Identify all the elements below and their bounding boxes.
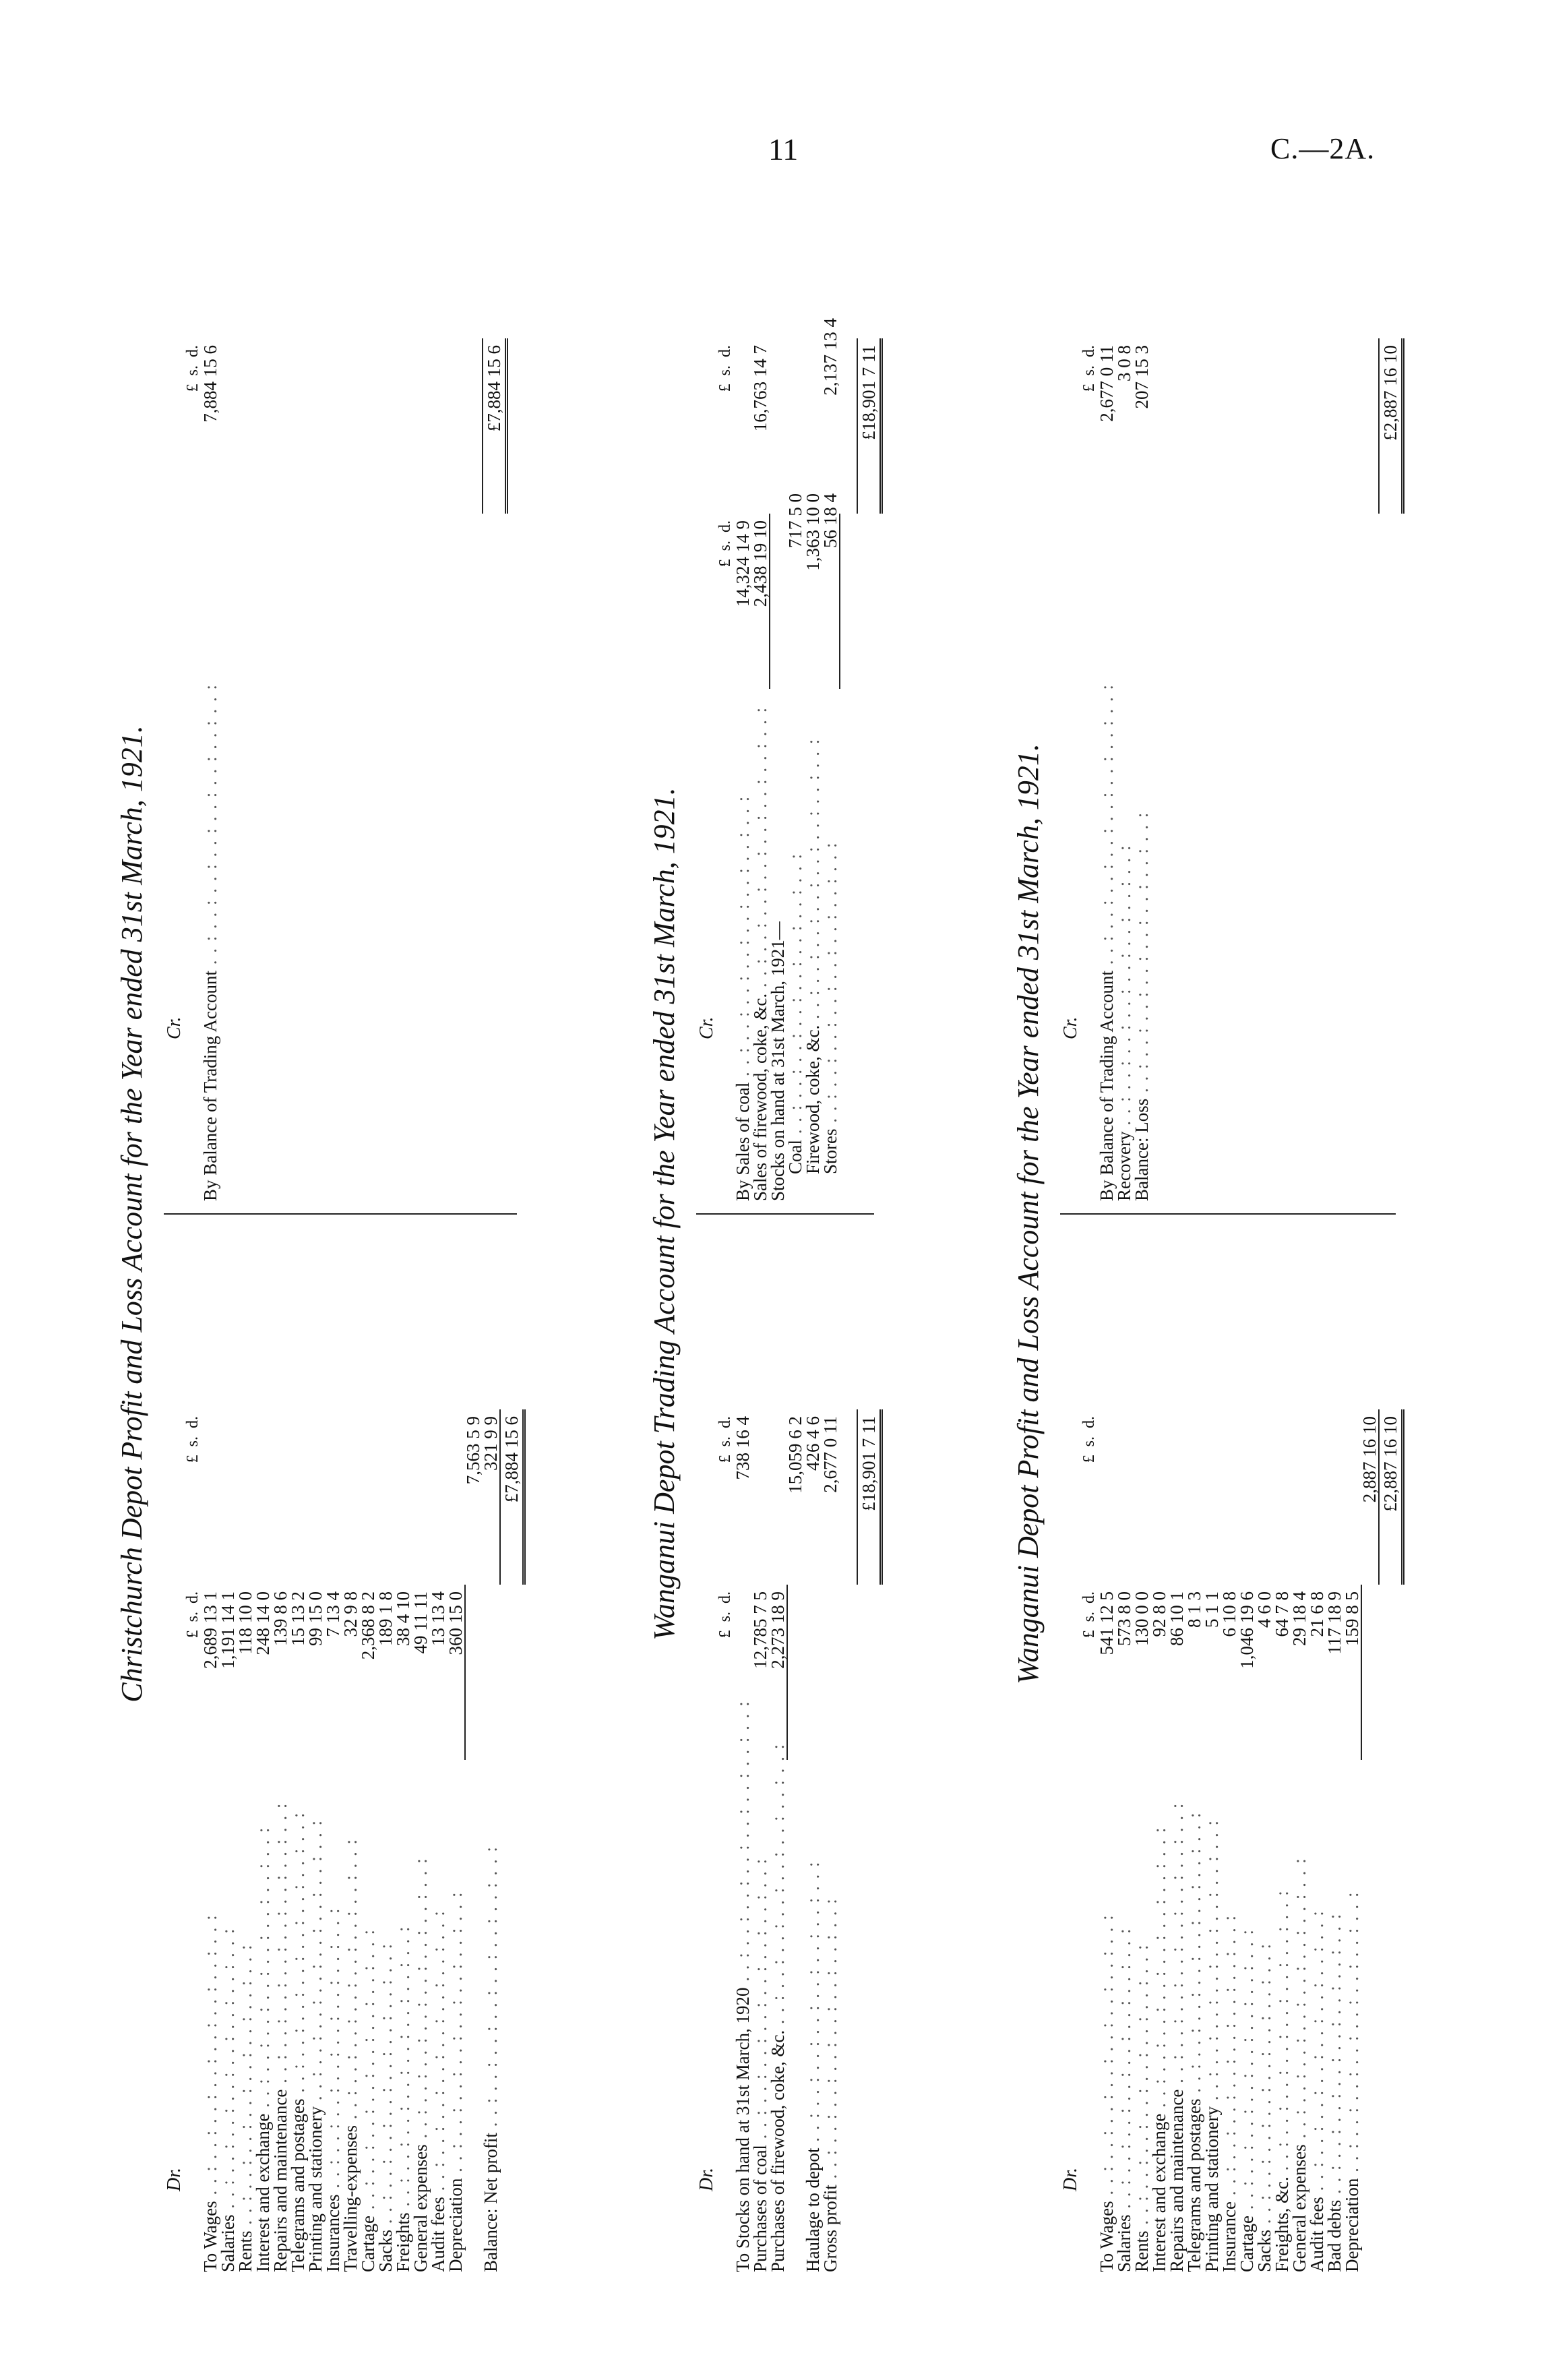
item-label: Insurances . . : . . : . . : . . : . . : . . : . . : . . :: [324, 1787, 342, 2272]
total-row: £2,887 16 10: [1378, 156, 1396, 1201]
item-amount: 32 9 8: [340, 1591, 361, 1637]
item-amount: 4 6 0: [1254, 1591, 1274, 1628]
item-amount: 38 4 10: [393, 1591, 413, 1646]
item-label: Telegrams and postages . . : . . : . . : . . : . . : . . : . . : . . :: [1185, 1787, 1203, 2272]
debit-items: [1098, 1215, 1361, 2272]
item-amount: 1,191 14 1: [218, 1591, 238, 1669]
debit-item: [202, 1215, 219, 2272]
cr-label: Cr.: [696, 1016, 717, 1039]
credit-side: Cr. £ s. d. By Balance of Trading Account . . : . . : . . : . . : . . : . . : . . : . . : 7,884 15 6 £7,884 15 6: [164, 156, 517, 1213]
debit-item: [1185, 1215, 1203, 2272]
item-label: Sacks . . : . . : . . : . . : . . : . . : . . : . . :: [1256, 1787, 1273, 2272]
item-label: Bad debts . . : . . : . . : . . : . . : . . : . . : . . :: [1326, 1787, 1343, 2272]
debit-item: [219, 1215, 237, 2272]
credit-side: Cr. £ s. d. £ s. d. By Sales of coal . . : . . : . . : . . : . . : . . : . . : . . : 14,324 14 9 Sales of firewood, coke, &c. . . : . . : . . : . . : . . : . . : . . : . . : 2,438 19 10 16,763 14 7 Stocks on hand at 31st March, 1921— Coal . . : . . : . . : . . : . . : . . : . . : . . : 717 5 0 Firewood, coke, &c. . . : . . : . . : . . : . . : . . : . . : . . : 1,363 10 0 Stores . . : . . : . . : . . : . . : . . : . . : . . : 56 18 4 2,137 13 4 £18,901 7 11: [696, 156, 874, 1213]
item-amount: 117 18 9: [1324, 1591, 1345, 1655]
item-label: To Wages . . : . . : . . : . . : . . : . . : . . : . . :: [1098, 1787, 1115, 2272]
debit-item: [254, 1215, 272, 2272]
debit-item: Haulage to depot . . : . . : . . : . . : . . : . . : . . : . . : 426 4 6: [804, 1215, 822, 2272]
debit-item: [1133, 1215, 1150, 2272]
debit-item: [447, 1215, 464, 2272]
credit-item: Coal . . : . . : . . : . . : . . : . . : . . : . . : 717 5 0: [786, 156, 804, 1201]
item-label: Depreciation . . : . . : . . : . . : . . : . . : . . : . . :: [1343, 1787, 1361, 2272]
debit-item: Gross profit . . : . . : . . : . . : . . : . . : . . : . . : 2,677 0 11: [822, 1215, 839, 2272]
debit-side: Dr. £ s. d. £ s. d. To Stocks on hand at 31st March, 1920 . . : . . : . . : . . : . . : . . : . . : . . : 738 16 4 Purchases of coal . . : . . : . . : . . : . . : . . : . . : . . : 12,785 7 5 Purchases of firewood, coke, &c. . . : . . : . . : . . : . . : . . : . . : . . : 2,273 18 9 15,059 6 2 Haulage to depot . . : . . : . . : . . : . . : . . : . . : . . : 426 4 6 Gross profit . . : . . : . . : . . : . . : . . : . . : . . : 2,677 0 11 £18,901 7 11: [696, 1213, 874, 2272]
item-label: Rents . . : . . : . . : . . : . . : . . : . . : . . :: [1133, 1787, 1150, 2272]
item-label: Freights . . : . . : . . : . . : . . : . . : . . : . . :: [394, 1787, 412, 2272]
christchurch-profit-loss-account: [115, 156, 522, 2272]
item-label: Sacks . . : . . : . . : . . : . . : . . : . . : . . :: [377, 1787, 394, 2272]
item-label: Audit fees . . : . . : . . : . . : . . : . . : . . : . . :: [429, 1787, 447, 2272]
item-label: Printing and stationery . . : . . : . . : . . : . . : . . : . . : . . :: [307, 1787, 324, 2272]
item-amount: 86 10 1: [1167, 1591, 1187, 1646]
total-row: £7,884 15 6: [499, 1215, 517, 2272]
item-label: General expenses . . : . . : . . : . . : . . : . . : . . : . . :: [1291, 1787, 1308, 2272]
total-row: £18,901 7 11: [857, 1215, 874, 2272]
debit-item: [1256, 1215, 1273, 2272]
item-label: Repairs and maintenance . . : . . : . . : . . : . . : . . : . . : . . :: [1168, 1787, 1185, 2272]
debit-item: [342, 1215, 359, 2272]
item-amount: 541 12 5: [1097, 1591, 1117, 1655]
item-amount: 6 10 8: [1219, 1591, 1239, 1637]
item-label: Audit fees . . : . . : . . : . . : . . : . . : . . : . . :: [1308, 1787, 1326, 2272]
dr-label: Dr.: [696, 2167, 717, 2191]
item-amount: 2,368 8 2: [358, 1591, 378, 1660]
credit-side: Cr. £ s. d. By Balance of Trading Account . . : . . : . . : . . : . . : . . : . . : . . : 2,677 0 11 Recovery . . : . . : . . : . . : . . : . . : . . : . . : 3 0 8 Balance: Loss . . : . . : . . : . . : . . : . . : . . : . . : 207 15 3 £2,887 16 10: [1060, 156, 1396, 1213]
debit-item: Purchases of coal . . : . . : . . : . . : . . : . . : . . : . . : 12,785 7 5: [751, 1215, 769, 2272]
item-label: General expenses . . : . . : . . : . . : . . : . . : . . : . . :: [412, 1787, 429, 2272]
item-amount: 99 15 0: [305, 1591, 326, 1646]
item-label: Telegrams and postages . . : . . : . . : . . : . . : . . : . . : . . :: [289, 1787, 307, 2272]
item-label: Interest and exchange . . : . . : . . : . . : . . : . . : . . : . . :: [254, 1787, 272, 2272]
item-amount: 7 13 4: [323, 1591, 343, 1637]
debit-item: [1168, 1215, 1185, 2272]
total-row: £18,901 7 11: [857, 156, 874, 1201]
item-amount: 29 18 4: [1289, 1591, 1309, 1646]
item-amount: 118 10 0: [235, 1591, 255, 1655]
item-label: Insurance . . : . . : . . : . . : . . : . . : . . : . . :: [1221, 1787, 1238, 2272]
debit-item: [237, 1215, 254, 2272]
item-amount: 130 0 0: [1132, 1591, 1152, 1646]
debit-item: [359, 1215, 377, 2272]
debit-items: [202, 1215, 464, 2272]
item-label: Salaries . . : . . : . . : . . : . . : . . : . . : . . :: [219, 1787, 237, 2272]
item-label: To Wages . . : . . : . . : . . : . . : . . : . . : . . :: [202, 1787, 219, 2272]
subtotal-row: 2,887 16 10: [1361, 1215, 1378, 2272]
item-amount: 139 8 6: [270, 1591, 290, 1646]
credit-item: By Balance of Trading Account . . : . . : . . : . . : . . : . . : . . : . . : 2,677 0 11: [1098, 156, 1115, 1201]
credit-item: Stores . . : . . : . . : . . : . . : . . : . . : . . : 56 18 4 2,137 13 4: [822, 156, 839, 1201]
debit-item: [1150, 1215, 1168, 2272]
money-header: £ s. d. £ s. d.: [184, 1416, 202, 1639]
debit-item: [394, 1215, 412, 2272]
debit-item: [1203, 1215, 1221, 2272]
debit-item: [1238, 1215, 1256, 2272]
item-label: Interest and exchange . . : . . : . . : . . : . . : . . : . . : . . :: [1150, 1787, 1168, 2272]
item-label: Salaries . . : . . : . . : . . : . . : . . : . . : . . :: [1115, 1787, 1133, 2272]
credit-item: Balance: Loss . . : . . : . . : . . : . . : . . : . . : . . : 207 15 3: [1133, 156, 1150, 1201]
subtotal-row: 7,563 5 9: [464, 1215, 482, 2272]
cr-label: Cr.: [1060, 1016, 1081, 1039]
account-title: Wanganui Depot Trading Account for the Year ended 31st March, 1921.: [648, 787, 681, 1641]
credit-item: Recovery . . : . . : . . : . . : . . : . . : . . : . . : 3 0 8: [1115, 156, 1133, 1201]
cr-label: Cr.: [164, 1016, 185, 1039]
item-amount: 2,689 13 1: [200, 1591, 220, 1669]
item-label: Depreciation . . : . . : . . : . . : . . : . . : . . : . . :: [447, 1787, 464, 2272]
item-amount: 64 7 8: [1272, 1591, 1292, 1637]
item-amount: 1,046 19 6: [1237, 1591, 1257, 1669]
wanganui-trading-account: [647, 156, 879, 2272]
debit-item: [1098, 1215, 1115, 2272]
debit-item: [429, 1215, 447, 2272]
debit-item: [1115, 1215, 1133, 2272]
debit-item: [324, 1215, 342, 2272]
item-amount: 8 1 3: [1184, 1591, 1204, 1628]
stock-heading: Stocks on hand at 31st March, 1921—: [769, 156, 786, 1201]
wanganui-profit-loss-account: [1011, 156, 1400, 2272]
item-amount: 49 11 11: [410, 1591, 431, 1654]
debit-item: To Stocks on hand at 31st March, 1920 . . : . . : . . : . . : . . : . . : . . : . . : 738 16 4: [734, 1215, 751, 2272]
account-title: Christchurch Depot Profit and Loss Account for the Year ended 31st March, 1921.: [115, 725, 148, 1703]
debit-item: [1291, 1215, 1308, 2272]
item-amount: 5 1 1: [1202, 1591, 1222, 1628]
item-amount: 248 14 0: [253, 1591, 273, 1655]
credit-item: By Sales of coal . . : . . : . . : . . : . . : . . : . . : . . : 14,324 14 9: [734, 156, 751, 1201]
item-label: Printing and stationery . . : . . : . . : . . : . . : . . : . . : . . :: [1203, 1787, 1221, 2272]
debit-item: [1308, 1215, 1326, 2272]
page-reference: C.—2A.: [1270, 132, 1376, 165]
item-amount: 189 1 8: [375, 1591, 396, 1646]
total-row: £7,884 15 6: [482, 156, 499, 1201]
debit-side: [164, 1213, 522, 2272]
item-label: Cartage . . : . . : . . : . . : . . : . . : . . : . . :: [359, 1787, 377, 2272]
item-label: Rents . . : . . : . . : . . : . . : . . : . . : . . :: [237, 1787, 254, 2272]
debit-item: [377, 1215, 394, 2272]
subtotal-row: 15,059 6 2: [786, 1215, 804, 2272]
debit-item: [1221, 1215, 1238, 2272]
item-amount: 573 8 0: [1114, 1591, 1134, 1646]
debit-item: [1343, 1215, 1361, 2272]
credit-item: By Balance of Trading Account . . : . . : . . : . . : . . : . . : . . : . . : 7,884 15 6: [202, 156, 219, 1201]
net-profit-row: Balance: Net profit . . : . . : . . : . . : . . : . . : . . : . . : 321 9 9: [482, 1215, 499, 2272]
page-number: 11: [768, 132, 799, 166]
item-amount: 159 8 5: [1342, 1591, 1362, 1646]
item-amount: 15 13 2: [288, 1591, 308, 1646]
credit-item: Sales of firewood, coke, &c. . . : . . : . . : . . : . . : . . : . . : . . : 2,438 19 10 16,763 14 7: [751, 156, 769, 1201]
item-amount: 13 13 4: [428, 1591, 448, 1646]
debit-item: [289, 1215, 307, 2272]
total-row: £2,887 16 10: [1378, 1215, 1396, 2272]
debit-item: [307, 1215, 324, 2272]
item-label: Freights, &c. . . : . . : . . : . . : . . : . . : . . : . . :: [1273, 1787, 1291, 2272]
debit-item: [412, 1215, 429, 2272]
item-amount: 360 15 0: [445, 1591, 466, 1655]
item-label: Repairs and maintenance . . : . . : . . : . . : . . : . . : . . : . . :: [272, 1787, 289, 2272]
item-amount: 92 8 0: [1149, 1591, 1169, 1637]
debit-side: Dr. £ s. d. £ s. d. To Wages . . : . . : . . : . . : . . : . . : . . : . . : 541 12 5 Salaries . . : . . : . . : . . : . . : . . : . . : . . : 573 8 0 Rents . . : . . : . . : . . : . . : . . : . . : . . : 130 0 0 Interest and exchange . . : . . : . . : . . : . . : . . : . . : . . : 92 8 0 Repairs and maintenance . . : . . : . . : . . : . . : . . : . . : . . : 86 10 1 Telegrams and postages . . : . . : . . : . . : . . : . . : . . : . . : 8 1 3 Printing and stationery . . : . . : . . : . . : . . : . . : . . : . . : 5 1 1 Insurance . . : . . : . . : . . : . . : . . : . . : . . : 6 10 8 Cartage . . : . . : . . : . . : . . : . . : . . : . . : 1,046 19 6 Sacks . . : . . : . . : . . : . . : . . : . . : . . : 4 6 0 Freights, &c. . . : . . : . . : . . : . . : . . : . . : . . : 64 7 8 General expenses . . : . . : . . : . . : . . : . . : . . : . . : 29 18 4 Audit fees . . : . . : . . : . . : . . : . . : . . : . . : 21 6 8 Bad debts . . : . . : . . : . . : . . : . . : . . : . . : 117 18 9 Depreciation . . : . . : . . : . . : . . : . . : . . : . . : 159 8 5 2,887 16 10 £2,887 16 10: [1060, 1213, 1396, 2272]
credit-item: Firewood, coke, &c. . . : . . : . . : . . : . . : . . : . . : . . : 1,363 10 0: [804, 156, 822, 1201]
debit-item: [1326, 1215, 1343, 2272]
debit-item: [272, 1215, 289, 2272]
item-amount: 21 6 8: [1307, 1591, 1327, 1637]
dr-label: Dr.: [164, 2167, 185, 2191]
debit-item: [1273, 1215, 1291, 2272]
dr-label: Dr.: [1060, 2167, 1081, 2191]
debit-item: Purchases of firewood, coke, &c. . . : . . : . . : . . : . . : . . : . . : . . : 2,273 18 9: [769, 1215, 786, 2272]
account-title: Wanganui Depot Profit and Loss Account for the Year ended 31st March, 1921.: [1012, 743, 1045, 1684]
item-label: Cartage . . : . . : . . : . . : . . : . . : . . : . . :: [1238, 1787, 1256, 2272]
item-label: Travelling-expenses . . : . . : . . : . . : . . : . . : . . : . . :: [342, 1787, 359, 2272]
